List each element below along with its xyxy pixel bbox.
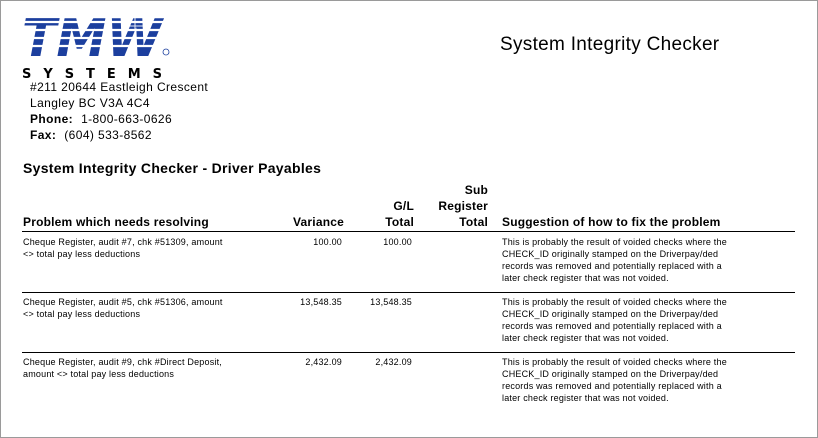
col-header-variance: Variance	[293, 215, 344, 229]
row-suggestion-line: This is probably the result of voided checks where the	[502, 237, 727, 247]
header-divider	[22, 231, 795, 232]
col-header-sub-line2: Register	[438, 199, 488, 213]
section-title: System Integrity Checker - Driver Payables	[23, 160, 322, 176]
col-header-gl-total-line1: G/L	[393, 199, 414, 213]
row-problem-line: <> total pay less deductions	[23, 249, 141, 259]
col-header-gl-total	[340, 198, 414, 230]
col-header-suggestion: Suggestion of how to fix the problem	[502, 215, 721, 229]
row-suggestion-line: later check register that was not voided.	[502, 333, 669, 343]
row-suggestion-line: later check register that was not voided.	[502, 273, 669, 283]
row-suggestion-line: records was removed and potentially replaced with a	[502, 321, 722, 331]
col-header-sub-line3: Total	[459, 215, 488, 229]
tmw-systems-logo	[22, 10, 172, 84]
fax-row	[30, 127, 208, 143]
row-divider	[22, 292, 795, 293]
row-problem-line: <> total pay less deductions	[23, 309, 141, 319]
row-suggestion-line: This is probably the result of voided checks where the	[502, 297, 727, 307]
row-gl-total: 100.00	[383, 237, 412, 247]
col-header-problem: Problem which needs resolving	[23, 215, 209, 229]
report-title: System Integrity Checker	[500, 34, 720, 55]
company-address	[30, 79, 208, 143]
row-gl-total: 2,432.09	[375, 357, 412, 367]
row-variance: 13,548.35	[300, 297, 342, 307]
address-line-2: Langley BC V3A 4C4	[30, 96, 150, 110]
phone-label: Phone:	[30, 112, 74, 126]
row-gl-total: 13,548.35	[370, 297, 412, 307]
row-variance: 2,432.09	[305, 357, 342, 367]
row-variance: 100.00	[313, 237, 342, 247]
row-problem-line: Cheque Register, audit #5, chk #51306, amount	[23, 297, 223, 307]
col-header-gl-total-line2: Total	[385, 215, 414, 229]
row-suggestion-line: records was removed and potentially replaced with a	[502, 381, 722, 391]
logo-wordmark: TMW	[22, 10, 165, 69]
row-suggestion-line: later check register that was not voided.	[502, 393, 669, 403]
row-suggestion	[502, 296, 727, 344]
row-suggestion	[502, 356, 727, 404]
fax-value: (604) 533-8562	[64, 128, 152, 142]
row-problem	[23, 236, 223, 260]
logo-subtext: SYSTEMS	[22, 67, 162, 82]
col-header-sub-register-total	[410, 182, 488, 230]
row-suggestion	[502, 236, 727, 284]
row-problem-line: Cheque Register, audit #9, chk #Direct Deposit,	[23, 357, 223, 367]
row-suggestion-line: CHECK_ID originally stamped on the Driverpay/ded	[502, 369, 719, 379]
row-problem	[23, 296, 223, 320]
row-suggestion-line: CHECK_ID originally stamped on the Driverpay/ded	[502, 249, 719, 259]
row-suggestion-line: CHECK_ID originally stamped on the Driverpay/ded	[502, 309, 719, 319]
row-problem-line: amount <> total pay less deductions	[23, 369, 175, 379]
fax-label: Fax:	[30, 128, 57, 142]
col-header-sub-line1: Sub	[464, 183, 488, 197]
row-problem-line: Cheque Register, audit #7, chk #51309, amount	[23, 237, 223, 247]
address-line-1: #211 20644 Eastleigh Crescent	[30, 80, 209, 94]
row-divider	[22, 352, 795, 353]
row-problem	[23, 356, 222, 380]
phone-row	[30, 111, 208, 127]
row-suggestion-line: This is probably the result of voided checks where the	[502, 357, 727, 367]
row-suggestion-line: records was removed and potentially replaced with a	[502, 261, 722, 271]
phone-value: 1-800-663-0626	[81, 112, 173, 126]
